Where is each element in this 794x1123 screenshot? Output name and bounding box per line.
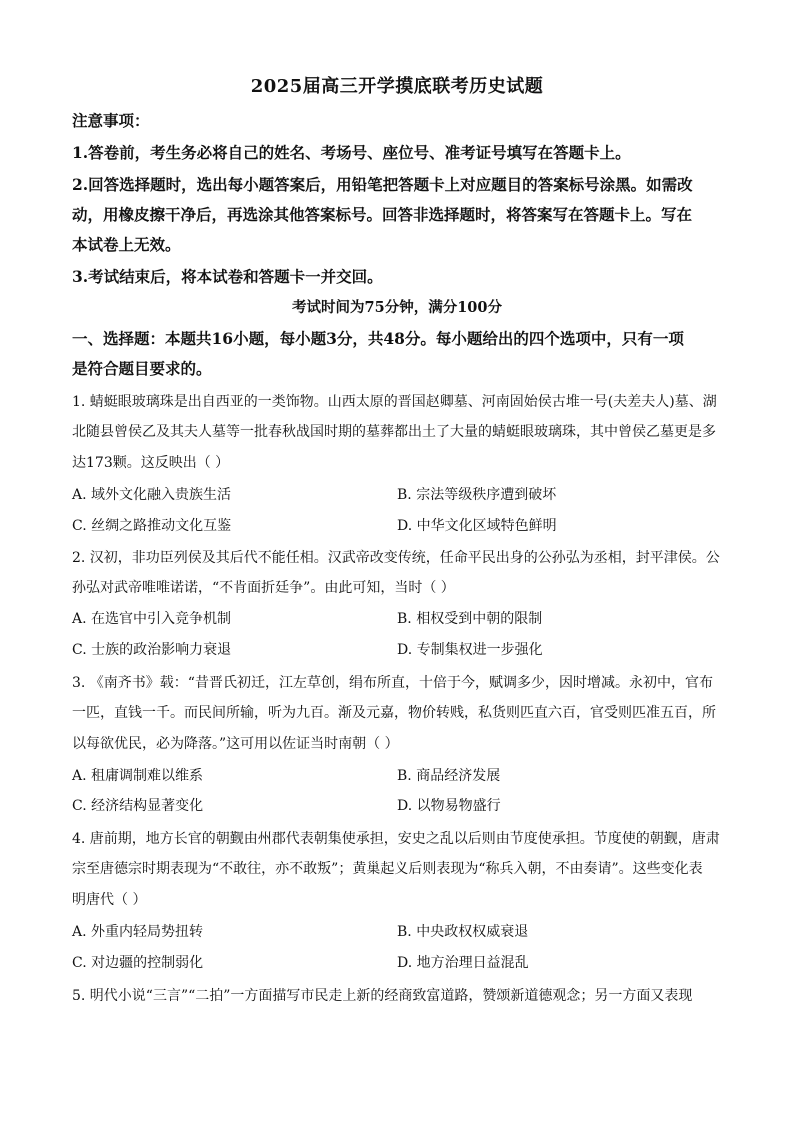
- question-3-option-c: C. 经济结构显著变化: [72, 798, 204, 814]
- notice-item-3: 3.考试结束后，将本试卷和答题卡一并交回。: [72, 267, 383, 286]
- question-2-option-b: B. 相权受到中朝的限制: [397, 611, 543, 627]
- question-4-option-d: D. 地方治理日益混乱: [397, 955, 529, 971]
- question-4-option-c: C. 对边疆的控制弱化: [72, 955, 204, 971]
- exam-time-info: 考试时间为75分钟，满分100分: [292, 299, 502, 316]
- question-2-line-2: 孙弘对武帝唯唯诺诺，“不肯面折廷争”。由此可知，当时（ ）: [72, 580, 455, 596]
- notice-item-1: 1.答卷前，考生务必将自己的姓名、考场号、座位号、准考证号填写在答题卡上。: [72, 143, 631, 162]
- question-2-option-d: D. 专制集权进一步强化: [397, 642, 543, 658]
- question-4-line-2: 宗至唐德宗时期表现为“不敢往，亦不敢叛”；黄巢起义后则表现为“称兵入朝，不由奏请”。这些变化表: [72, 861, 703, 877]
- notice-item-2-line-3: 本试卷上无效。: [72, 235, 181, 254]
- question-1-line-1: 1. 蜻蜓眼玻璃珠是出自西亚的一类饰物。山西太原的晋国赵卿墓、河南固始侯古堆一号(夫差夫人)墓、湖: [72, 394, 717, 410]
- question-3-line-3: 以每欲优民，必为降落。”这可用以佐证当时南朝（ ）: [72, 736, 399, 752]
- question-1-option-c: C. 丝绸之路推动文化互鉴: [72, 518, 232, 534]
- exam-title: 2025届高三开学摸底联考历史试题: [250, 76, 544, 97]
- question-5-line-1: 5. 明代小说“三言”“二拍”一方面描写市民走上新的经商致富道路，赞颂新道德观念；另一方面又表现: [72, 988, 693, 1004]
- question-3-option-a: A. 租庸调制难以维系: [72, 768, 204, 784]
- question-4-line-3: 明唐代（ ）: [72, 892, 147, 908]
- question-1-line-2: 北随县曾侯乙及其夫人墓等一批春秋战国时期的墓葬都出土了大量的蜻蜓眼玻璃珠，其中曾侯乙墓更是多: [72, 424, 716, 440]
- question-3-option-d: D. 以物易物盛行: [397, 798, 501, 814]
- question-1-line-3: 达173颗。这反映出（ ）: [72, 455, 230, 471]
- notice-heading: 注意事项：: [72, 111, 150, 130]
- question-3-line-1: 3. 《南齐书》载：“昔晋氏初迁，江左草创，绢布所直，十倍于今，赋调多少，因时增减。永初中，官布: [72, 675, 713, 691]
- question-4-option-b: B. 中央政权权威衰退: [397, 924, 529, 940]
- question-1-option-b: B. 宗法等级秩序遭到破坏: [397, 487, 557, 503]
- section-1-heading-line-2: 是符合题目要求的。: [72, 359, 212, 378]
- question-4-line-1: 4. 唐前期，地方长官的朝觐由州郡代表朝集使承担，安史之乱以后则由节度使承担。节度使的朝觐，唐肃: [72, 831, 720, 847]
- question-4-option-a: A. 外重内轻局势扭转: [72, 924, 204, 940]
- question-3-line-2: 一匹，直钱一千。而民间所输，听为九百。渐及元嘉，物价转贱，私货则匹直六百，官受则匹准五百，所: [72, 705, 716, 721]
- question-3-option-b: B. 商品经济发展: [397, 768, 501, 784]
- question-2-line-1: 2. 汉初，非功臣列侯及其后代不能任相。汉武帝改变传统，任命平民出身的公孙弘为丞相，封平津侯。公: [72, 550, 720, 566]
- question-1-option-a: A. 域外文化融入贵族生活: [72, 487, 232, 503]
- section-1-heading-line-1: 一、选择题：本题共16小题，每小题3分，共48分。每小题给出的四个选项中，只有一项: [72, 329, 684, 348]
- question-2-option-c: C. 士族的政治影响力衰退: [72, 642, 232, 658]
- notice-item-2-line-1: 2.回答选择题时，选出每小题答案后，用铅笔把答题卡上对应题目的答案标号涂黑。如需改: [72, 175, 693, 194]
- notice-item-2-line-2: 动，用橡皮擦干净后，再选涂其他答案标号。回答非选择题时，将答案写在答题卡上。写在: [72, 205, 693, 224]
- question-1-option-d: D. 中华文化区域特色鲜明: [397, 518, 557, 534]
- question-2-option-a: A. 在选官中引入竞争机制: [72, 611, 232, 627]
